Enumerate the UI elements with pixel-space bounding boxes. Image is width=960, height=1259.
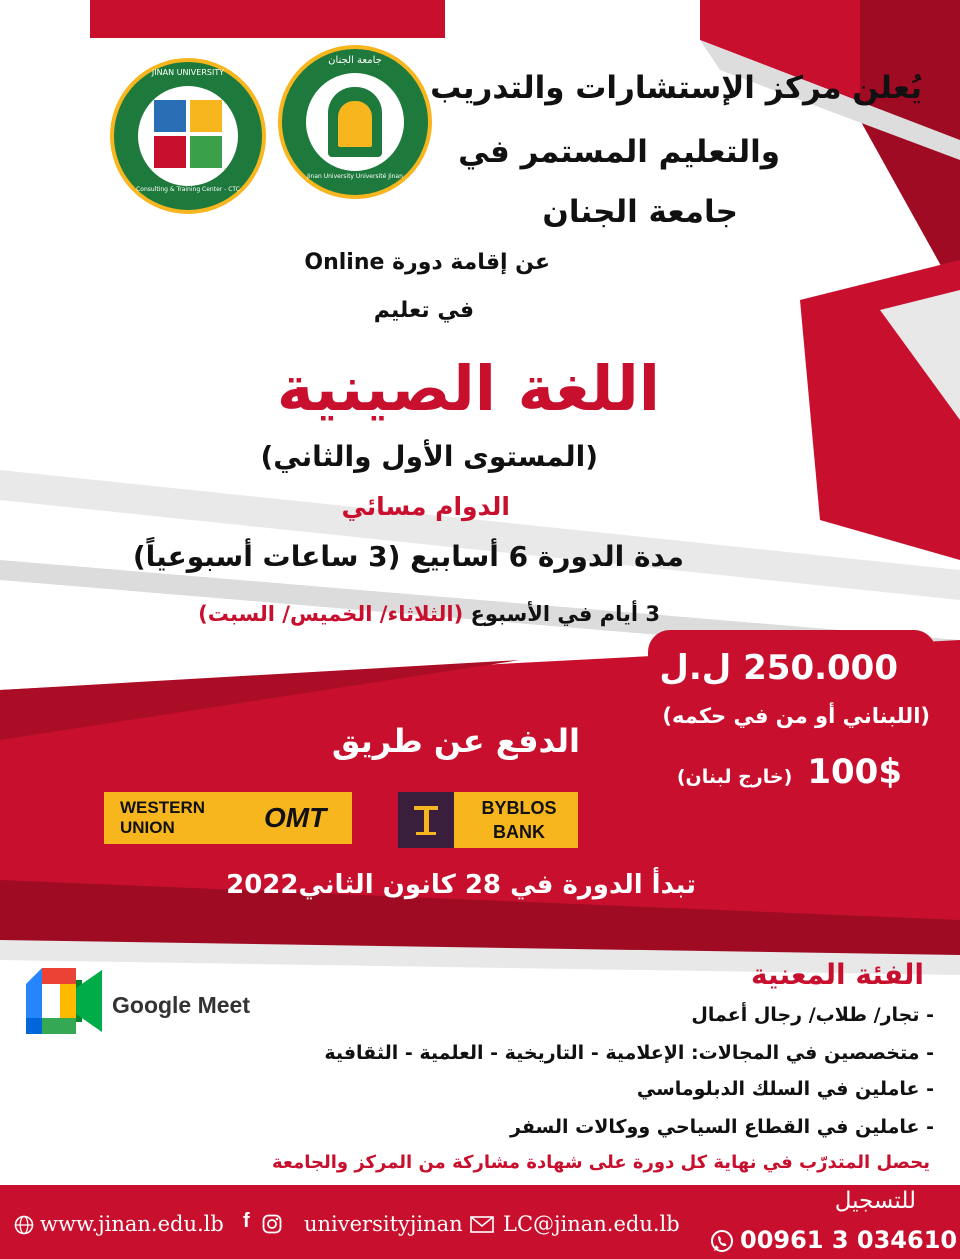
ctc-quadrant-green [190,136,222,168]
whatsapp-icon [710,1229,734,1253]
western-union-omt-box [104,792,352,844]
email-icon [470,1216,494,1233]
instagram-icon[interactable] [262,1214,282,1234]
phone-number[interactable]: 00961 3 034610 [740,1226,958,1254]
globe-icon [14,1215,34,1235]
audience-item: - متخصصين في المجالات: الإعلامية - التاريخية - العلمية - الثقافية [324,1042,934,1064]
course-days-prefix: 3 أيام في الأسبوع [470,602,660,626]
ctc-logo [110,58,266,214]
price-lbp: 250.000 ل.ل [659,648,898,688]
course-days [198,602,660,626]
byblos-bank-label: BYBLOS BANK [481,798,557,842]
course-schedule: الدوام مسائي [341,492,510,521]
price-usd: 100$ [807,752,902,792]
top-red-block [90,0,445,38]
byblos-bank-box [398,792,578,848]
omt-label: OMT [264,802,327,833]
google-meet-icon [26,968,102,1034]
ctc-quadrant-yellow [190,100,222,132]
header-line-1: يُعلن مركز الإستشارات والتدريب [430,70,922,106]
email-link[interactable]: LC@jinan.edu.lb [503,1212,680,1236]
header-line-4: عن إقامة دورة Online [304,250,550,275]
header-line-3: جامعة الجنان [542,194,738,230]
audience-title: الفئة المعنية [751,958,924,991]
course-duration: مدة الدورة 6 أسابيع (3 ساعات أسبوعياً) [132,540,684,573]
jinan-logo-top-text: جامعة الجنان [328,55,382,66]
byblos-bank-icon [398,792,454,848]
price-lbp-note: (اللبناني أو من في حكمه) [662,704,930,728]
course-start-date: تبدأ الدورة في 28 كانون الثاني2022 [226,870,696,900]
google-meet-label: Google Meet [112,992,251,1018]
audience-item: - عاملين في السلك الدبلوماسي [636,1078,934,1100]
social-handle[interactable]: universityjinan [304,1212,463,1236]
header-line-2: والتعليم المستمر في [458,134,780,170]
jinan-logo-bottom-text: Jinan University Université Jinan [307,173,403,180]
course-title: اللغة الصينية [276,352,660,425]
price-usd-note: (خارج لبنان) [676,766,793,788]
jinan-university-logo [278,45,432,199]
register-label: للتسجيل [834,1188,916,1214]
ctc-logo-bottom-text: Consulting & Training Center - CTC [136,186,240,193]
ctc-quadrant-blue [154,100,186,132]
certificate-note: يحصل المتدرّب في نهاية كل دورة على شهادة مشاركة من المركز والجامعة [272,1152,930,1173]
ctc-quadrant-red [154,136,186,168]
header-line-5: في تعليم [373,298,474,323]
course-level: (المستوى الأول والثاني) [260,440,598,473]
course-days-list: (الثلاثاء/ الخميس/ السبت) [198,602,464,626]
website-link[interactable]: www.jinan.edu.lb [40,1212,224,1236]
audience-item: - تجار/ طلاب/ رجال أعمال [691,1004,934,1026]
facebook-icon[interactable]: f [243,1210,250,1232]
payment-title: الدفع عن طريق [331,722,580,760]
audience-item: - عاملين في القطاع السياحي ووكالات السفر [510,1116,934,1138]
price-usd-row [677,752,902,792]
western-union-label: WESTERN UNION [120,798,205,837]
ctc-logo-top-text: JINAN UNIVERSITY [151,68,225,77]
